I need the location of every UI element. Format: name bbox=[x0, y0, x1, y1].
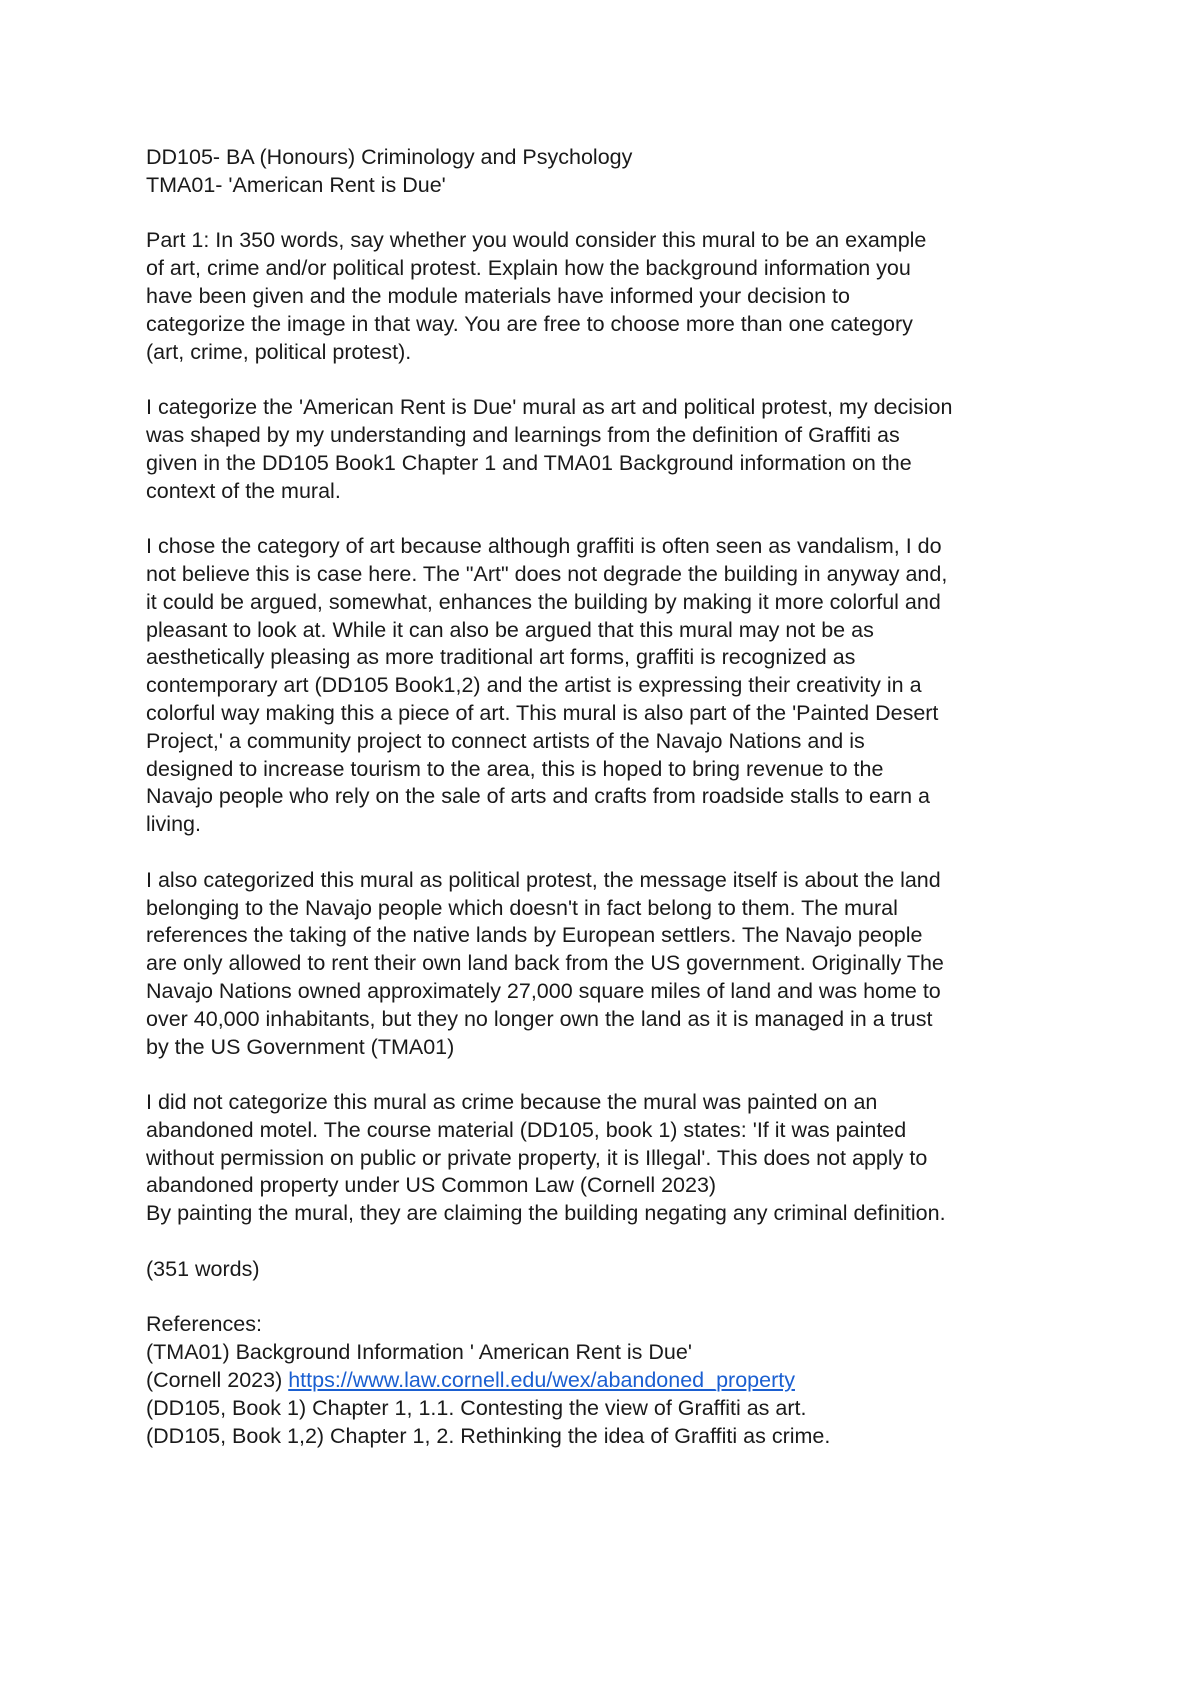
reference-item: (TMA01) Background Information ' American Rent is Due' bbox=[146, 1340, 692, 1365]
text-line: context of the mural. bbox=[146, 478, 341, 503]
text-line: aesthetically pleasing as more traditional art forms, graffiti is recognized as bbox=[146, 645, 856, 670]
text-line: I did not categorize this mural as crime because the mural was painted on an bbox=[146, 1090, 878, 1115]
text-line: Navajo Nations owned approximately 27,000 square miles of land and was home to bbox=[146, 978, 941, 1003]
paragraph-intro bbox=[146, 394, 1076, 505]
text-line: by the US Government (TMA01) bbox=[146, 1034, 455, 1059]
text-line: contemporary art (DD105 Book1,2) and the artist is expressing their creativity in a bbox=[146, 673, 922, 698]
text-line: Project,' a community project to connect artists of the Navajo Nations and is bbox=[146, 728, 865, 753]
text-line: abandoned motel. The course material (DD105, book 1) states: 'If it was painted bbox=[146, 1117, 907, 1142]
text-line: was shaped by my understanding and learnings from the definition of Graffiti as bbox=[146, 422, 900, 447]
text-line: without permission on public or private property, it is Illegal'. This does not apply to bbox=[146, 1145, 928, 1170]
text-line: belonging to the Navajo people which doesn't in fact belong to them. The mural bbox=[146, 895, 898, 920]
spacer bbox=[146, 200, 1076, 228]
text-line: I categorize the 'American Rent is Due' mural as art and political protest, my decision bbox=[146, 395, 953, 420]
text-line: Navajo people who rely on the sale of arts and crafts from roadside stalls to earn a bbox=[146, 784, 930, 809]
document-page bbox=[146, 144, 1076, 1450]
references-heading: References: bbox=[146, 1312, 262, 1337]
reference-item: (DD105, Book 1,2) Chapter 1, 2. Rethinking the idea of Graffiti as crime. bbox=[146, 1423, 831, 1448]
reference-item bbox=[146, 1367, 1076, 1395]
paragraph-political-protest bbox=[146, 867, 1076, 1062]
reference-item: (DD105, Book 1) Chapter 1, 1.1. Contesting the view of Graffiti as art. bbox=[146, 1395, 807, 1420]
spacer bbox=[146, 1061, 1076, 1089]
text-line: are only allowed to rent their own land back from the US government. Originally The bbox=[146, 951, 944, 976]
paragraph-art bbox=[146, 533, 1076, 839]
spacer bbox=[146, 839, 1076, 867]
text-line: I also categorized this mural as political protest, the message itself is about the land bbox=[146, 867, 941, 892]
text-line: of art, crime and/or political protest. Explain how the background information you bbox=[146, 256, 911, 281]
text-line: I chose the category of art because although graffiti is often seen as vandalism, I do bbox=[146, 534, 942, 559]
text-line: it could be argued, somewhat, enhances the building by making it more colorful and bbox=[146, 589, 941, 614]
text-line: not believe this is case here. The "Art" does not degrade the building in anyway and, bbox=[146, 561, 948, 586]
text-line: (art, crime, political protest). bbox=[146, 339, 412, 364]
spacer bbox=[146, 1284, 1076, 1312]
text-line: given in the DD105 Book1 Chapter 1 and TMA01 Background information on the bbox=[146, 450, 912, 475]
references-section bbox=[146, 1311, 1076, 1450]
spacer bbox=[146, 505, 1076, 533]
spacer bbox=[146, 366, 1076, 394]
text-line: categorize the image in that way. You are free to choose more than one category bbox=[146, 311, 913, 336]
text-line: colorful way making this a piece of art. This mural is also part of the 'Painted Desert bbox=[146, 700, 939, 725]
cornell-link[interactable]: https://www.law.cornell.edu/wex/abandoned_property bbox=[288, 1368, 795, 1393]
text-line: living. bbox=[146, 812, 201, 837]
text-line: By painting the mural, they are claiming the building negating any criminal definition. bbox=[146, 1201, 946, 1226]
assignment-title: TMA01- 'American Rent is Due' bbox=[146, 172, 446, 197]
paragraph-crime bbox=[146, 1089, 1076, 1228]
course-title: DD105- BA (Honours) Criminology and Psychology bbox=[146, 145, 633, 169]
text-line: Part 1: In 350 words, say whether you would consider this mural to be an example bbox=[146, 228, 927, 253]
text-line: abandoned property under US Common Law (Cornell 2023) bbox=[146, 1173, 717, 1198]
text-line: designed to increase tourism to the area, this is hoped to bring revenue to the bbox=[146, 756, 884, 781]
prompt-paragraph bbox=[146, 227, 1076, 366]
text-line: pleasant to look at. While it can also be argued that this mural may not be as bbox=[146, 617, 874, 642]
text-line: over 40,000 inhabitants, but they no longer own the land as it is managed in a trust bbox=[146, 1006, 933, 1031]
spacer bbox=[146, 1228, 1076, 1256]
reference-source: (Cornell 2023) bbox=[146, 1368, 289, 1393]
text-line: references the taking of the native lands by European settlers. The Navajo people bbox=[146, 923, 923, 948]
word-count: (351 words) bbox=[146, 1256, 260, 1281]
text-line: have been given and the module materials have informed your decision to bbox=[146, 283, 850, 308]
